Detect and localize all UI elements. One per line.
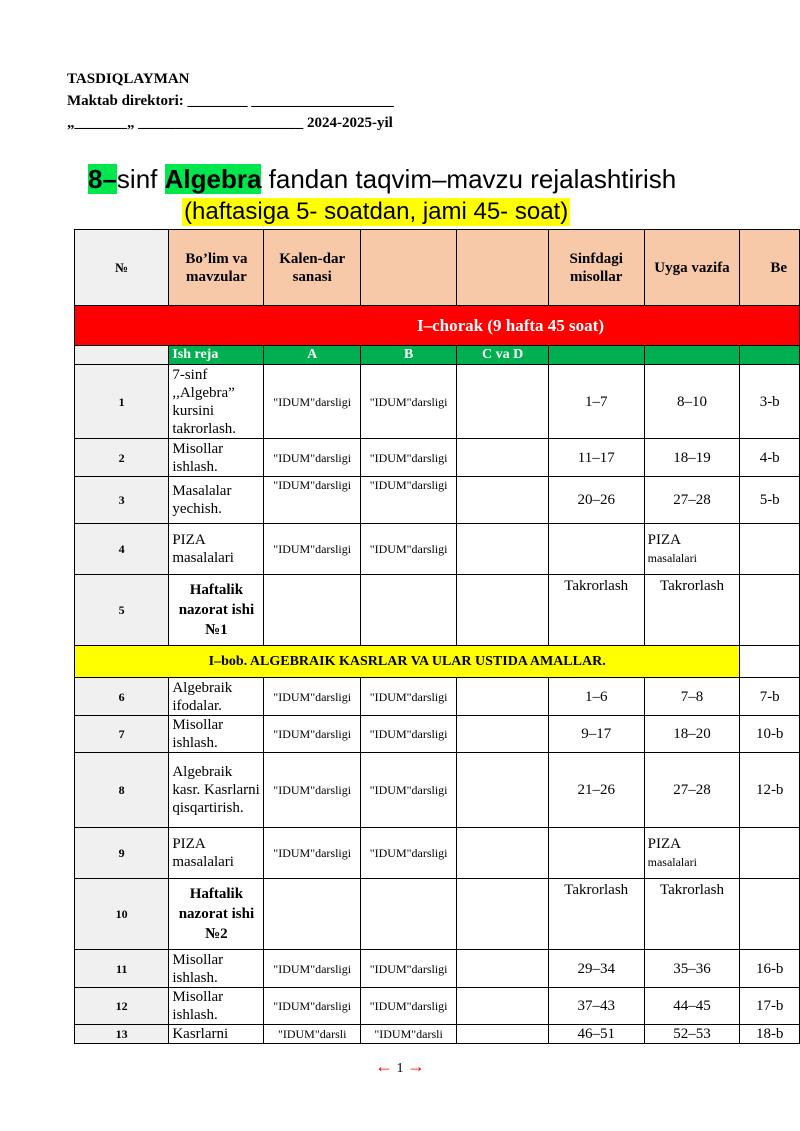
row-number: 8 [75,753,169,828]
row-col-b: "IDUM"darsligi [360,365,456,439]
approval-title: TASDIQLAYMAN [67,71,190,87]
row-col-b: "IDUM"darsligi [360,753,456,828]
row-homework: 44–45 [644,988,740,1025]
row-be: 4-b [740,439,800,477]
row-col-cd [457,524,549,575]
row-col-b: "IDUM"darsligi [360,988,456,1025]
row-topic: PIZA masalalari [169,524,264,575]
approval-header [67,68,394,134]
row-class-examples [548,524,644,575]
row-col-b: "IDUM"darsligi [360,678,456,716]
row-topic: Misollar ishlash. [169,988,264,1025]
row-class-examples: 11–17 [548,439,644,477]
row-be: 10-b [740,716,800,753]
page-number: 1 [396,1061,404,1076]
row-col-a [264,879,360,950]
row-class-examples: 9–17 [548,716,644,753]
row-number: 3 [75,477,169,524]
col-blank-1 [360,230,456,306]
row-col-b: "IDUM"darsligi [360,439,456,477]
row-col-b [360,879,456,950]
date-line: „_______„ ______________________ 2024-2025-yil [67,115,393,131]
row-be [740,828,800,879]
document-subtitle: (haftasiga 5- soatdan, jami 45- soat) [184,198,569,225]
subheader-empty-1 [548,346,644,365]
row-col-cd [457,988,549,1025]
row-number: 10 [75,879,169,950]
table-row [75,365,800,439]
table-row [75,988,800,1025]
row-topic: Kasrlarni [169,1025,264,1044]
row-col-a [264,575,360,646]
table-row [75,575,800,646]
table-header-row [75,230,800,306]
row-homework: Takrorlash [644,575,740,646]
row-topic: Haftalik nazorat ishi №1 [169,575,264,646]
row-topic: Algebraik ifodalar. [169,678,264,716]
table-row [75,1025,800,1044]
row-col-cd [457,716,549,753]
row-homework: 35–36 [644,950,740,988]
subheader-row [75,346,800,365]
row-class-examples [548,828,644,879]
row-col-cd [457,950,549,988]
document-title [88,164,676,195]
table-row [75,678,800,716]
row-be: 12-b [740,753,800,828]
table-row [75,716,800,753]
row-be [740,879,800,950]
subheader-blank [75,346,169,365]
row-col-b: "IDUM"darsligi [360,524,456,575]
row-topic: 7-sinf ,,Algebra” kursini takrorlash. [169,365,264,439]
row-class-examples: 37–43 [548,988,644,1025]
row-be: 16-b [740,950,800,988]
row-homework: 7–8 [644,678,740,716]
row-be [740,524,800,575]
row-be: 3-b [740,365,800,439]
row-col-cd [457,575,549,646]
row-number: 2 [75,439,169,477]
row-class-examples: 1–7 [548,365,644,439]
row-col-cd [457,753,549,828]
col-blank-2 [457,230,549,306]
homework-piza: PIZA [647,532,681,548]
chapter-row [75,646,800,678]
homework-piza: PIZA [647,836,681,852]
row-class-examples: 21–26 [548,753,644,828]
subheader-b: B [360,346,456,365]
row-be [740,575,800,646]
row-class-examples: Takrorlash [548,879,644,950]
chapter-title: I–bob. ALGEBRAIK KASRLAR VA ULAR USTIDA AMALLAR. [75,646,740,678]
row-number: 5 [75,575,169,646]
table-row [75,828,800,879]
row-col-cd [457,678,549,716]
row-homework: 18–20 [644,716,740,753]
row-number: 1 [75,365,169,439]
director-line: Maktab direktori: ________ ___________________ [67,93,394,109]
subheader-empty-3 [740,346,800,365]
row-homework [644,828,740,879]
row-col-a: "IDUM"darsligi [264,524,360,575]
row-topic: Masalalar yechish. [169,477,264,524]
row-homework [644,524,740,575]
row-col-cd [457,477,549,524]
row-col-b: "IDUM"darsligi [360,950,456,988]
row-col-b: "IDUM"darsligi [360,828,456,879]
row-topic: Misollar ishlash. [169,950,264,988]
row-class-examples: 29–34 [548,950,644,988]
subheader-cd: C va D [457,346,549,365]
prev-arrow-icon[interactable]: ← [375,1056,393,1076]
row-topic: Misollar ishlash. [169,439,264,477]
row-col-b: "IDUM"darsligi [360,477,456,524]
row-be: 5-b [740,477,800,524]
homework-piza-sub: masalalari [647,551,697,565]
calendar-plan-table [74,229,800,1044]
col-calendar: Kalen-dar sanasi [264,230,360,306]
row-topic: Algebraik kasr. Kasrlarni qisqartirish. [169,753,264,828]
row-class-examples: 1–6 [548,678,644,716]
row-number: 9 [75,828,169,879]
next-arrow-icon[interactable]: → [407,1056,425,1076]
col-be: Be [740,230,800,306]
row-number: 11 [75,950,169,988]
chapter-row-blank [740,646,800,678]
row-topic: PIZA masalalari [169,828,264,879]
title-subject: Algebra [164,164,262,194]
col-number: № [75,230,169,306]
row-col-a: "IDUM"darsligi [264,678,360,716]
row-col-a: "IDUM"darsligi [264,477,360,524]
row-col-a: "IDUM"darsligi [264,753,360,828]
row-number: 13 [75,1025,169,1044]
row-be: 7-b [740,678,800,716]
row-number: 12 [75,988,169,1025]
homework-piza-sub: masalalari [647,855,697,869]
title-sinf: sinf [116,164,165,194]
row-col-a: "IDUM"darsligi [264,439,360,477]
title-rest: fandan taqvim–mavzu rejalashtirish [261,164,677,194]
row-col-b: "IDUM"darsligi [360,716,456,753]
table-row [75,439,800,477]
table-row [75,477,800,524]
row-col-cd [457,439,549,477]
row-topic: Misollar ishlash. [169,716,264,753]
row-homework: 27–28 [644,477,740,524]
row-col-a: "IDUM"darsligi [264,716,360,753]
table-row [75,950,800,988]
quarter-title: I–chorak (9 hafta 45 soat) [75,306,800,346]
row-class-examples: 46–51 [548,1025,644,1044]
table-row [75,753,800,828]
row-col-cd [457,365,549,439]
row-number: 4 [75,524,169,575]
quarter-row [75,306,800,346]
row-col-b [360,575,456,646]
row-number: 6 [75,678,169,716]
row-homework: 27–28 [644,753,740,828]
row-class-examples: 20–26 [548,477,644,524]
row-homework: 18–19 [644,439,740,477]
subheader-empty-2 [644,346,740,365]
row-col-a: "IDUM"darsligi [264,950,360,988]
col-topics: Bo’lim va mavzular [169,230,264,306]
row-homework: Takrorlash [644,879,740,950]
row-topic: Haftalik nazorat ishi №2 [169,879,264,950]
col-class-examples: Sinfdagi misollar [548,230,644,306]
row-col-cd [457,879,549,950]
table-row [75,879,800,950]
row-number: 7 [75,716,169,753]
page-footer [0,1056,800,1077]
col-homework: Uyga vazifa [644,230,740,306]
row-col-cd [457,828,549,879]
row-col-a: "IDUM"darsli [264,1025,360,1044]
row-col-cd [457,1025,549,1044]
subheader-a: A [264,346,360,365]
subheader-plan: Ish reja [169,346,264,365]
row-be: 18-b [740,1025,800,1044]
row-be: 17-b [740,988,800,1025]
row-col-b: "IDUM"darsli [360,1025,456,1044]
row-homework: 52–53 [644,1025,740,1044]
row-col-a: "IDUM"darsligi [264,988,360,1025]
title-grade: 8– [88,164,117,194]
row-col-a: "IDUM"darsligi [264,365,360,439]
row-class-examples: Takrorlash [548,575,644,646]
row-homework: 8–10 [644,365,740,439]
table-row [75,524,800,575]
row-col-a: "IDUM"darsligi [264,828,360,879]
